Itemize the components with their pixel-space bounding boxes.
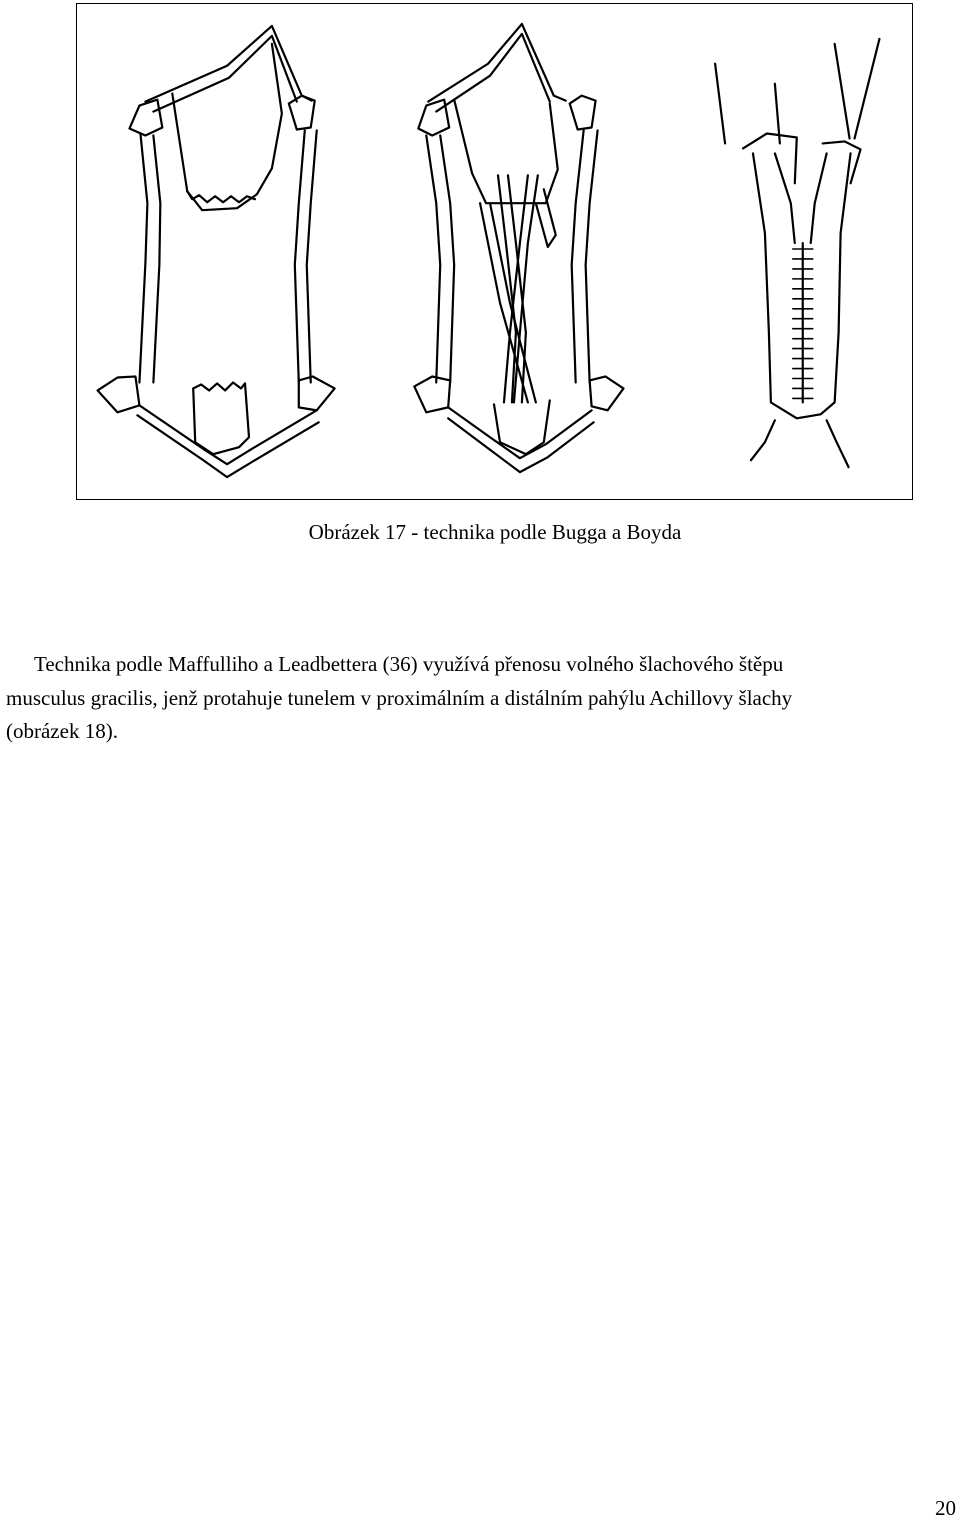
paragraph-line: (obrázek 18). [6, 719, 118, 743]
figure-caption: Obrázek 17 - technika podle Bugga a Boyda [308, 520, 682, 544]
body-paragraph [6, 648, 956, 749]
paragraph-line: Technika podle Maffulliho a Leadbettera (36) využívá přenosu volného šlachového štěpu [34, 652, 784, 676]
panel-sutured-repair [715, 39, 879, 467]
figure-illustration [76, 3, 913, 500]
panel-graft-strips [414, 24, 623, 472]
paragraph-line: musculus gracilis, jenž protahuje tunelem v proximálním a distálním pahýlu Achillovy šlachy [6, 685, 793, 710]
surgical-technique-drawing [77, 4, 912, 499]
panel-ruptured-tendon [98, 26, 335, 477]
page-number: 20 [935, 1496, 956, 1520]
